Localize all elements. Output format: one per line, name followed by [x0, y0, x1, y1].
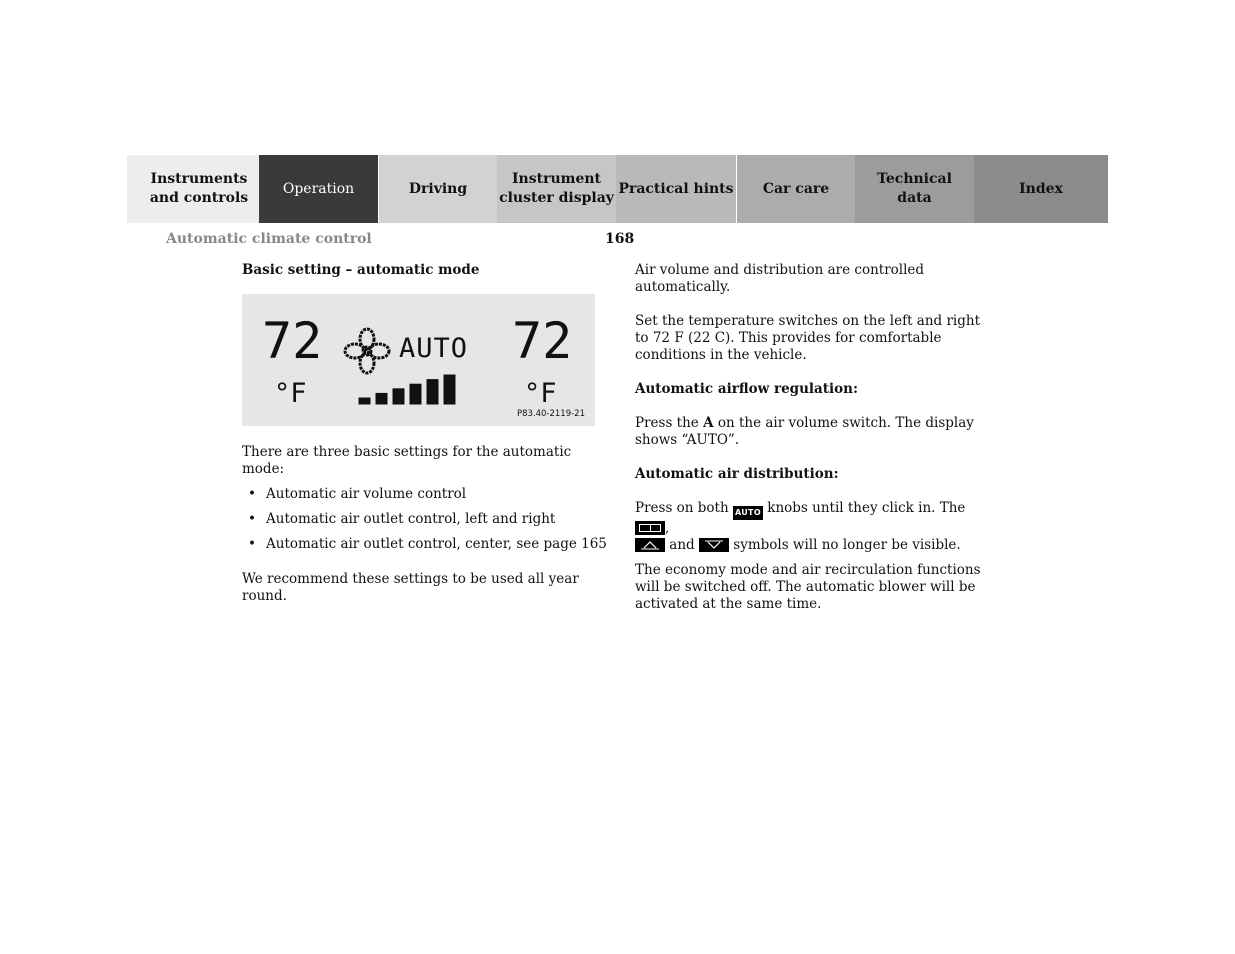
chapter-nav	[127, 155, 1108, 223]
text-fragment: Press on both	[635, 500, 733, 516]
mode-text: AUTO	[399, 333, 469, 364]
paragraph-temperature: Set the temperature switches on the left and right to 72 F (22 C). This provides for comfortable conditions in the vehicle.	[635, 313, 980, 363]
blower-bar	[359, 398, 370, 404]
section-title: Automatic climate control	[166, 231, 372, 247]
tab-index[interactable]: Index	[974, 155, 1108, 223]
recommend-text: We recommend these settings to be used all year round.	[242, 571, 579, 604]
heading-airflow-regulation: Automatic airflow regulation:	[635, 381, 858, 397]
list-item: • Automatic air outlet control, center, see page 165	[242, 536, 607, 553]
left-unit-text: °F	[274, 378, 307, 409]
paragraph-press-auto	[635, 500, 995, 554]
fan-icon	[345, 329, 389, 373]
blower-bar	[376, 393, 387, 404]
list-item: • Automatic air volume control	[242, 486, 607, 503]
blower-bar	[393, 389, 404, 404]
tab-car-care[interactable]: Car care	[736, 155, 855, 223]
auto-button-icon: AUTO	[733, 506, 763, 520]
heading-air-distribution: Automatic air distribution:	[635, 466, 839, 482]
heading-basic-setting: Basic setting – automatic mode	[242, 262, 480, 278]
right-temp-text: 72	[512, 312, 573, 370]
tab-instrument-cluster-display[interactable]: Instrument cluster display	[497, 155, 616, 223]
text-fragment: ,	[665, 520, 670, 536]
center-vent-icon	[635, 521, 665, 535]
tab-driving[interactable]: Driving	[378, 155, 497, 223]
paragraph-economy-mode: The economy mode and air recirculation functions will be switched off. The automatic blower will be activated at the same time.	[635, 562, 981, 612]
text-fragment: knobs until they click in. The	[762, 500, 966, 516]
text-fragment: and	[665, 537, 699, 553]
left-temp-text: 72	[262, 312, 323, 370]
blower-bar	[410, 384, 421, 404]
right-column	[635, 262, 995, 613]
left-column	[242, 262, 607, 605]
bold-a: A	[703, 415, 714, 431]
tab-practical-hints[interactable]: Practical hints	[616, 155, 736, 223]
text-fragment: symbols will no longer be visible.	[728, 537, 961, 553]
list-item: • Automatic air outlet control, left and right	[242, 511, 607, 528]
tab-operation[interactable]: Operation	[259, 155, 378, 223]
figure-code: P83.40-2119-21	[516, 409, 585, 419]
blower-bar	[444, 375, 455, 404]
tab-technical-data[interactable]: Technical data	[855, 155, 974, 223]
tab-instruments-and-controls[interactable]: Instruments and controls	[127, 155, 259, 223]
page-number: 168	[605, 231, 635, 247]
defrost-up-arrow-icon	[635, 538, 665, 552]
text-fragment: Press the	[635, 415, 704, 431]
climate-display-figure	[242, 294, 595, 426]
settings-list	[242, 486, 607, 553]
blower-bar	[427, 380, 438, 404]
footwell-down-arrow-icon	[699, 538, 729, 552]
paragraph-press-a	[635, 415, 995, 449]
paragraph-air-volume: Air volume and distribution are controlled automatically.	[635, 262, 925, 295]
blower-level-bars	[359, 375, 455, 404]
right-unit-text: °F	[524, 378, 557, 409]
text-fragment: on the air volume switch. The display shows “AUTO”.	[635, 415, 974, 448]
intro-text: There are three basic settings for the automatic mode:	[242, 444, 572, 477]
